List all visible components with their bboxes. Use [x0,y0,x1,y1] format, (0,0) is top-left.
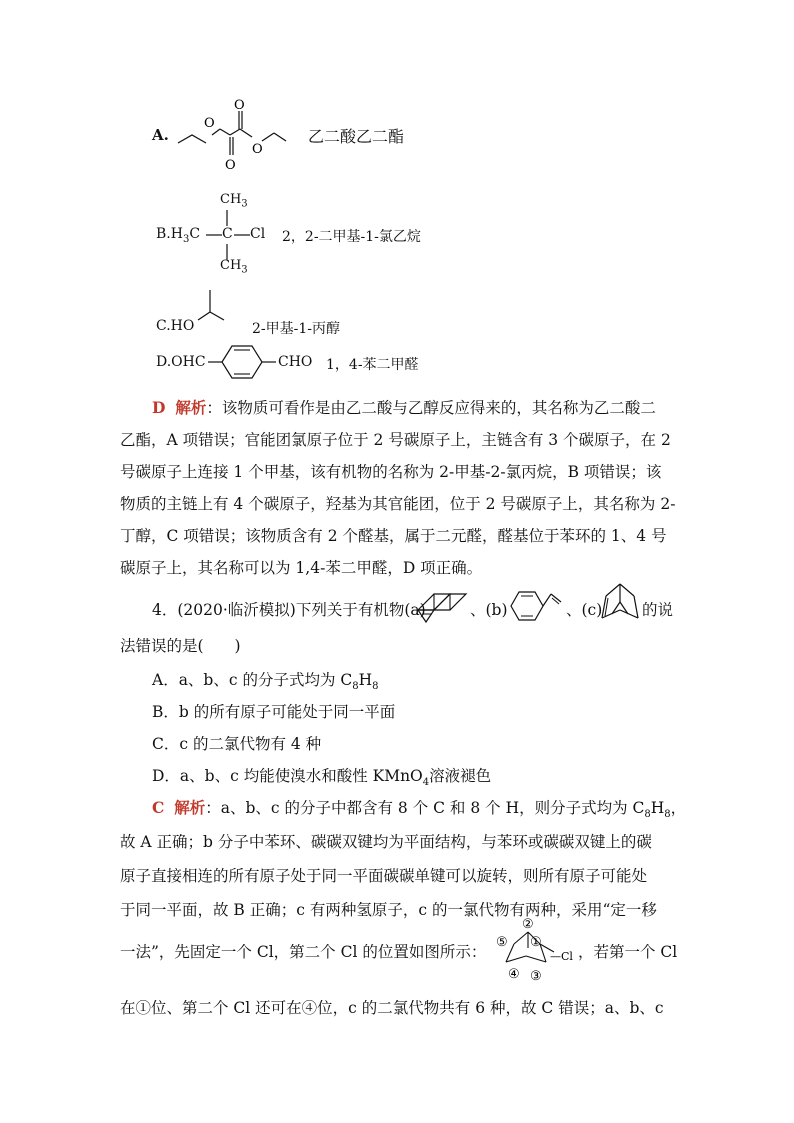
analysis2-line-3: 原子直接相连的所有原子处于同一平面碳碳单键可以旋转，则所有原子可能处 [120,867,648,885]
option-d-cho: CHO [278,354,313,370]
q4-stem-part2: 的说 [642,601,674,619]
option-b-name: 2，2-二甲基-1-氯乙烷 [282,229,421,245]
analysis2-line-4: 于同一平面，故 B 正确；c 有两种氢原子，c 的一氯代物有两种，采用“定一移 [120,901,657,919]
q4-sep-b: 、(b) [470,601,508,619]
oxalate-o-left: O [204,116,215,131]
option-a-letter: A. [152,126,169,144]
option-b-top-bond [226,210,228,226]
q4-stem-line2: 法错误的是( ) [120,637,241,655]
position-label-5: ⑤ [496,935,508,950]
q4-option-b: B．b 的所有原子可能处于同一平面 [152,703,396,721]
q4-option-c: C．c 的二氯代物有 4 种 [152,735,322,753]
oxalate-o-top: O [234,98,245,113]
option-b-ch3-bottom: $CH_3$ [220,258,248,276]
q4-stem-part1: 4．(2020·临沂模拟)下列关于有机物(a) [152,601,426,619]
analysis2-line-2: 故 A 正确；b 分子中苯环、碳碳双键均为平面结构，与苯环或碳碳双键上的碳 [120,833,652,851]
diethyl-oxalate-structure [170,95,300,175]
option-d-formula: D.OHC [156,354,206,370]
analysis1-answer: D [152,398,166,417]
analysis1-line-6: 碳原子上，其名称可以为 1,4-苯二甲醛，D 项正确。 [120,559,483,577]
oxalate-o-bottom: O [225,158,236,173]
option-b-left-bond [206,234,222,236]
position-label-4: ④ [508,967,520,982]
position-cl-label: —Cl [550,950,573,963]
option-b-center-c: C [222,226,233,242]
oxalate-o-right: O [252,142,263,157]
q4-sep-c: 、(c) [566,601,603,619]
dichloro-position-diagram [494,916,574,982]
analysis1-line-4: 物质的主链上有 4 个碳原子，羟基为其官能团，位于 2 号碳原子上，其名称为 2- [120,495,676,513]
analysis1-line-1: D 解析：该物质可看作是由乙二酸与乙醇反应得来的，其名称为乙二酸二 [152,398,656,417]
analysis2-answer: C [152,798,165,817]
molecule-c-barrelene [598,580,642,626]
analysis1-line-5: 丁醇，C 项错误；该物质含有 2 个醛基，属于二元醛，醛基位于苯环的 1、4 号 [120,527,667,545]
position-label-2: ② [522,917,534,932]
position-label-1: ① [530,935,542,950]
molecule-b-styrene [505,584,565,624]
option-b-right-bond [234,234,250,236]
analysis1-label: 解析 [175,398,207,417]
molecule-a-cubane-like [414,582,470,626]
analysis1-line-3: 号碳原子上连接 1 个甲基，该有机物的名称为 2-甲基-2-氯丙烷，B 项错误；该 [120,463,662,481]
option-b-formula: $B.H_3C$ [156,226,201,245]
benzene-ring-structure [208,344,280,380]
q4-option-d: D．a、b、c 均能使溴水和酸性 KMnO$_4$溶液褪色 [152,767,492,789]
analysis2-label: 解析 [174,798,206,817]
analysis1-line-2: 乙酯，A 项错误；官能团氯原子位于 2 号碳原子上，主链含有 3 个碳原子，在 2 [120,431,671,449]
option-c-formula: C.HO [156,318,195,334]
analysis2-line-6: 在①位、第二个 Cl 还可在④位，c 的二氯代物共有 6 种，故 C 错误；a、b、c [120,999,664,1017]
position-label-3: ③ [530,969,542,984]
analysis2-line-5-pre: 一法”，先固定一个 Cl，第二个 Cl 的位置如图所示： [120,943,487,961]
option-c-skeleton [186,288,246,324]
analysis2-line-1: C 解析：a、b、c 的分子中都含有 8 个 C 和 8 个 H，则分子式均为 $C_8H_8$， [152,798,687,821]
option-c-name: 2-甲基-1-丙醇 [252,321,341,337]
option-b-ch3-top: $CH_3$ [220,192,248,210]
analysis2-line-5-post: ，若第一个 Cl [578,943,678,961]
option-d-name: 1，4-苯二甲醛 [326,357,419,373]
option-a-name: 乙二酸乙二酯 [308,127,405,146]
q4-option-a: A．a、b、c 的分子式均为 $C_8H_8$ [152,671,379,693]
option-b-cl: Cl [250,226,266,242]
